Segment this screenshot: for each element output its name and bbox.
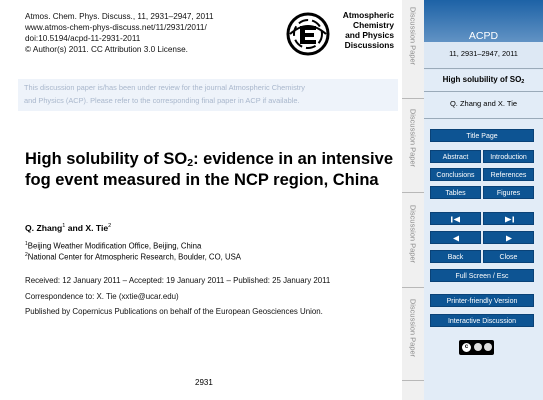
affiliation-1-text: Beijing Weather Modification Office, Beijing, China — [27, 241, 202, 251]
author-zhang: Q. Zhang — [25, 223, 63, 233]
panel-authors: Q. Zhang and X. Tie — [449, 99, 518, 108]
figures-button[interactable]: Figures — [483, 186, 534, 199]
arrow-right-icon — [505, 235, 513, 242]
egu-logo-icon — [286, 12, 330, 56]
affiliation-1 — [25, 241, 201, 251]
strip-label-3: Discussion Paper — [408, 204, 418, 264]
panel-separator-1 — [424, 68, 543, 69]
next-page-button[interactable] — [483, 231, 534, 244]
strip-label-2: Discussion Paper — [408, 108, 418, 168]
full-screen-button[interactable]: Full Screen / Esc — [430, 269, 534, 282]
notice-line-2: and Physics (ACP). Please refer to the corresponding final paper in ACP if available. — [24, 95, 300, 105]
cc-circle-icon: c — [461, 342, 472, 353]
correspondence[interactable]: Correspondence to: X. Tie (xxtie@ucar.edu) — [25, 292, 179, 301]
doi[interactable]: doi:10.5194/acpd-11-2931-2011 — [25, 34, 141, 43]
back-button[interactable]: Back — [430, 250, 481, 263]
publisher-note: Published by Copernicus Publications on behalf of the European Geosciences Union. — [25, 307, 323, 316]
title-part-2: : evidence in an intensive fog event measured in the NCP region, China — [25, 150, 393, 189]
conclusions-button[interactable]: Conclusions — [430, 168, 481, 181]
notice-line-1: This discussion paper is/has been under review for the journal Atmospheric Chemistry — [24, 83, 305, 92]
review-notice — [18, 79, 398, 111]
panel-volume-reference: 11, 2931–2947, 2011 — [449, 49, 518, 58]
panel-separator-2 — [424, 91, 543, 92]
journal-citation: Atmos. Chem. Phys. Discuss., 11, 2931–2947, 2011 — [25, 12, 214, 21]
logo-line-physics: and Physics — [345, 30, 394, 40]
author-affiliation-mark-1: 1 — [62, 223, 66, 230]
cc-by-person-icon — [474, 343, 482, 351]
close-button[interactable]: Close — [483, 250, 534, 263]
tables-button[interactable]: Tables — [430, 186, 481, 199]
affiliation-1-mark: 1 — [25, 241, 28, 247]
arrow-left-icon — [452, 235, 460, 242]
author-tie: and X. Tie — [65, 223, 109, 233]
skip-back-icon — [450, 216, 462, 223]
paper-title — [25, 149, 397, 191]
affiliation-2 — [25, 252, 241, 262]
previous-page-button[interactable] — [430, 231, 481, 244]
author-affiliation-mark-2: 2 — [108, 223, 112, 230]
panel-short-title-text: High solubility of SO — [442, 75, 522, 84]
affiliation-2-text: National Center for Atmospheric Research, Boulder, CO, USA — [27, 252, 241, 262]
title-part-1: High solubility of SO — [25, 150, 188, 168]
strip-separator-3 — [402, 287, 424, 288]
logo-line-atmospheric: Atmospheric — [342, 10, 394, 20]
title-subscript: 2 — [187, 157, 194, 169]
panel-separator-3 — [424, 118, 543, 119]
page-number: 2931 — [195, 378, 213, 387]
last-page-button[interactable] — [483, 212, 534, 225]
strip-separator-1 — [402, 98, 424, 99]
strip-separator-2 — [402, 192, 424, 193]
strip-separator-4 — [402, 380, 424, 381]
title-page-button[interactable]: Title Page — [430, 129, 534, 142]
cc-by-attribution-icon — [484, 343, 492, 351]
cc-by-badge-icon[interactable] — [459, 340, 494, 355]
abstract-button[interactable]: Abstract — [430, 150, 481, 163]
publication-dates: Received: 12 January 2011 – Accepted: 19 January 2011 – Published: 25 January 2011 — [25, 276, 331, 285]
logo-line-discussions: Discussions — [344, 40, 394, 50]
strip-label-1: Discussion Paper — [408, 6, 418, 66]
journal-url[interactable]: www.atmos-chem-phys-discuss.net/11/2931/2011/ — [25, 23, 207, 32]
panel-journal-name: ACPD — [468, 30, 499, 42]
skip-forward-icon — [503, 216, 515, 223]
journal-logo — [286, 10, 398, 62]
panel-short-title — [424, 75, 543, 84]
author-list — [25, 223, 111, 233]
panel-short-title-subscript: 2 — [521, 79, 525, 85]
copyright-license: © Author(s) 2011. CC Attribution 3.0 License. — [25, 45, 188, 54]
introduction-button[interactable]: Introduction — [483, 150, 534, 163]
printer-friendly-button[interactable]: Printer-friendly Version — [430, 294, 534, 307]
interactive-discussion-button[interactable]: Interactive Discussion — [430, 314, 534, 327]
strip-label-4: Discussion Paper — [408, 298, 418, 358]
references-button[interactable]: References — [483, 168, 534, 181]
logo-line-chemistry: Chemistry — [353, 20, 394, 30]
affiliation-2-mark: 2 — [25, 252, 28, 258]
first-page-button[interactable] — [430, 212, 481, 225]
